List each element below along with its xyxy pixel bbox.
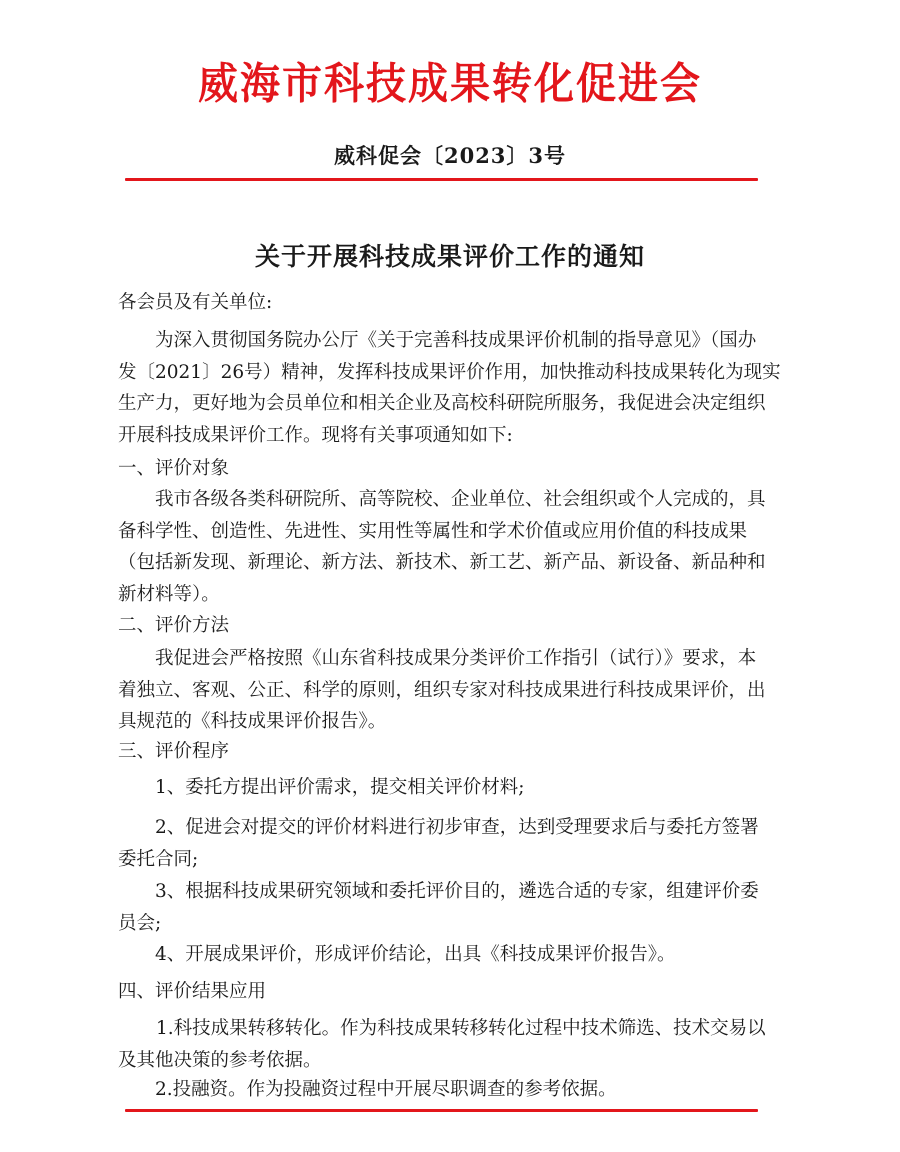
section-heading-text: 二、评价方法	[118, 615, 230, 636]
application-item	[118, 1013, 766, 1076]
section-paragraph	[118, 484, 766, 610]
notice-title: 关于开展科技成果评价工作的通知	[254, 242, 645, 271]
section-heading	[118, 610, 763, 642]
section-heading	[118, 453, 763, 485]
procedure-item	[118, 876, 763, 939]
document-number: 威科促会〔2023〕3号	[333, 143, 567, 168]
paragraph-line: 1、委托方提出评价需求，提交相关评价材料;	[155, 777, 525, 798]
procedure-item	[118, 812, 763, 875]
header-red-divider	[125, 178, 758, 181]
organization-header: 威海市科技成果转化促进会	[198, 59, 702, 110]
paragraph-line: 具规范的《科技成果评价报告》。	[118, 711, 387, 732]
intro-paragraph	[118, 325, 781, 451]
section-heading-text: 三、评价程序	[118, 741, 230, 762]
section-heading	[118, 736, 763, 768]
paragraph-line: 2.投融资。作为投融资过程中开展尽职调查的参考依据。	[155, 1079, 617, 1100]
paragraph-line: （包括新发现、新理论、新方法、新技术、新工艺、新产品、新设备、新品种和	[118, 552, 766, 573]
application-item	[118, 1074, 763, 1106]
paragraph-line: 及其他决策的参考依据。	[118, 1049, 322, 1071]
procedure-item	[118, 772, 763, 804]
paragraph-line: 着独立、客观、公正、科学的原则，组织专家对科技成果进行科技成果评价，出	[118, 679, 766, 701]
paragraph-line: 为深入贯彻国务院办公厅《关于完善科技成果评价机制的指导意见》（国办	[155, 330, 757, 351]
paragraph-line: 3、根据科技成果研究领域和委托评价目的，遴选合适的专家，组建评价委	[155, 881, 759, 902]
salutation: 各会员及有关单位:	[118, 292, 273, 313]
section-heading-text: 四、评价结果应用	[118, 981, 267, 1002]
paragraph-line: 开展科技成果评价工作。现将有关事项通知如下:	[118, 424, 513, 446]
paragraph-line: 员会;	[118, 912, 162, 934]
paragraph-line: 备科学性、创造性、先进性、实用性等属性和学术价值或应用价值的科技成果	[118, 520, 748, 542]
paragraph-line: 我促进会严格按照《山东省科技成果分类评价工作指引（试行）》要求，本	[155, 648, 757, 669]
paragraph-line: 2、促进会对提交的评价材料进行初步审查，达到受理要求后与委托方签署	[155, 817, 759, 838]
section-heading	[118, 976, 763, 1008]
footer-red-divider	[125, 1109, 758, 1112]
paragraph-line: 生产力，更好地为会员单位和相关企业及高校科研院所服务，我促进会决定组织	[118, 393, 766, 414]
paragraph-line: 我市各级各类科研院所、高等院校、企业单位、社会组织或个人完成的，具	[155, 489, 766, 510]
paragraph-line: 发〔2021〕26号）精神，发挥科技成果评价作用，加快推动科技成果转化为现实	[118, 361, 781, 383]
paragraph-line: 新材料等）。	[118, 583, 220, 605]
section-paragraph	[118, 643, 766, 738]
section-heading-text: 一、评价对象	[118, 458, 230, 479]
procedure-item	[118, 939, 763, 971]
salutation-block	[118, 287, 763, 319]
paragraph-line: 4、开展成果评价，形成评价结论，出具《科技成果评价报告》。	[155, 944, 676, 965]
paragraph-line: 1.科技成果转移转化。作为科技成果转移转化过程中技术筛选、技术交易以	[156, 1018, 766, 1039]
paragraph-line: 委托合同;	[118, 848, 199, 870]
